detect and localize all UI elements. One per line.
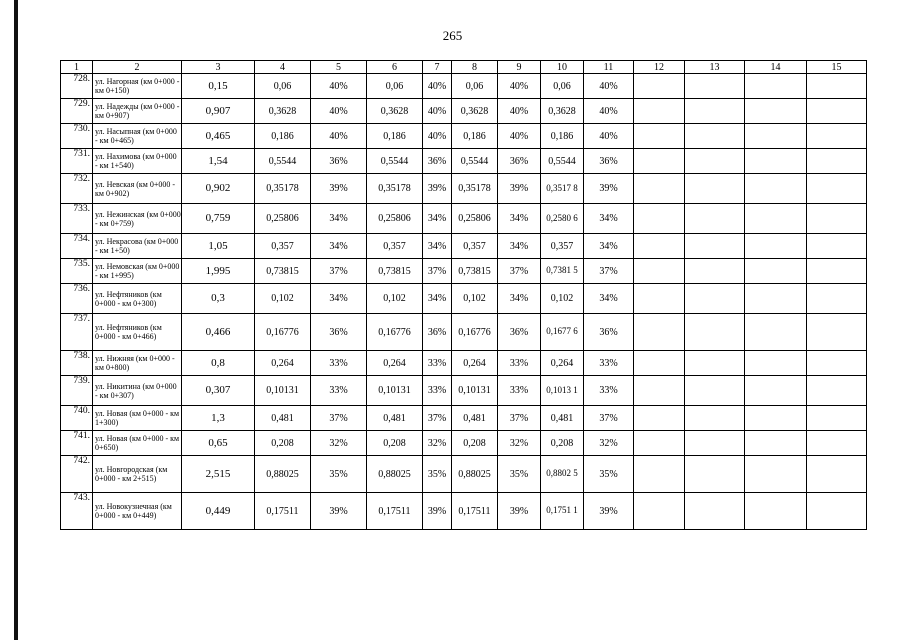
col-10-cell: 0,357 [541, 234, 584, 259]
col-6-cell: 0,3628 [367, 99, 423, 124]
col-8-cell: 0,208 [452, 431, 498, 456]
col-5-cell: 33% [311, 351, 367, 376]
col-14-cell [745, 149, 807, 174]
col-7-cell: 39% [423, 493, 452, 530]
col-8-cell: 0,88025 [452, 456, 498, 493]
row-number-cell: 736. [61, 284, 93, 314]
col-10-cell: 0,3628 [541, 99, 584, 124]
col-3-cell: 0,65 [182, 431, 255, 456]
col-5-cell: 37% [311, 406, 367, 431]
col-15-cell [807, 406, 867, 431]
col-10-cell: 0,1751 1 [541, 493, 584, 530]
col-9-cell: 34% [498, 234, 541, 259]
col-5-cell: 37% [311, 259, 367, 284]
col-10-cell: 0,102 [541, 284, 584, 314]
col-8-cell: 0,186 [452, 124, 498, 149]
col-6-cell: 0,88025 [367, 456, 423, 493]
col-7-cell: 32% [423, 431, 452, 456]
col-11-cell: 37% [584, 259, 634, 284]
col-6-cell: 0,5544 [367, 149, 423, 174]
col-3-cell: 0,907 [182, 99, 255, 124]
header-cell: 3 [182, 61, 255, 74]
col-11-cell: 37% [584, 406, 634, 431]
header-cell: 2 [93, 61, 182, 74]
col-14-cell [745, 74, 807, 99]
header-cell: 15 [807, 61, 867, 74]
row-number-cell: 734. [61, 234, 93, 259]
col-3-cell: 0,466 [182, 314, 255, 351]
data-table [60, 60, 867, 530]
header-cell: 11 [584, 61, 634, 74]
col-9-cell: 39% [498, 493, 541, 530]
margin-rule [14, 0, 18, 640]
col-5-cell: 36% [311, 149, 367, 174]
col-14-cell [745, 351, 807, 376]
col-10-cell: 0,481 [541, 406, 584, 431]
col-12-cell [634, 351, 685, 376]
page-number: 265 [442, 28, 463, 43]
col-9-cell: 36% [498, 149, 541, 174]
col-10-cell: 0,1013 1 [541, 376, 584, 406]
col-15-cell [807, 204, 867, 234]
col-3-cell: 1,05 [182, 234, 255, 259]
col-14-cell [745, 376, 807, 406]
table-row [61, 493, 867, 530]
street-name-cell: ул. Нижняя (км 0+000 - км 0+800) [93, 351, 182, 376]
col-7-cell: 40% [423, 99, 452, 124]
col-10-cell: 0,7381 5 [541, 259, 584, 284]
street-name-cell: ул. Невская (км 0+000 - км 0+902) [93, 174, 182, 204]
street-name-cell: ул. Новая (км 0+000 - км 0+650) [93, 431, 182, 456]
col-7-cell: 33% [423, 351, 452, 376]
col-5-cell: 40% [311, 124, 367, 149]
col-8-cell: 0,10131 [452, 376, 498, 406]
col-15-cell [807, 351, 867, 376]
col-11-cell: 36% [584, 149, 634, 174]
col-9-cell: 40% [498, 124, 541, 149]
row-number-cell: 742. [61, 456, 93, 493]
col-9-cell: 40% [498, 99, 541, 124]
table-row [61, 259, 867, 284]
header-cell: 1 [61, 61, 93, 74]
col-4-cell: 0,25806 [255, 204, 311, 234]
street-name-cell: ул. Никитина (км 0+000 - км 0+307) [93, 376, 182, 406]
col-13-cell [685, 284, 745, 314]
col-13-cell [685, 376, 745, 406]
col-4-cell: 0,73815 [255, 259, 311, 284]
street-name-cell: ул. Некрасова (км 0+000 - км 1+50) [93, 234, 182, 259]
col-12-cell [634, 124, 685, 149]
col-14-cell [745, 284, 807, 314]
col-12-cell [634, 204, 685, 234]
col-3-cell: 0,465 [182, 124, 255, 149]
col-7-cell: 33% [423, 376, 452, 406]
col-13-cell [685, 174, 745, 204]
col-6-cell: 0,208 [367, 431, 423, 456]
table-row [61, 431, 867, 456]
col-10-cell: 0,208 [541, 431, 584, 456]
header-cell: 12 [634, 61, 685, 74]
col-7-cell: 35% [423, 456, 452, 493]
col-4-cell: 0,5544 [255, 149, 311, 174]
table-row [61, 99, 867, 124]
col-11-cell: 40% [584, 74, 634, 99]
col-4-cell: 0,35178 [255, 174, 311, 204]
col-7-cell: 37% [423, 259, 452, 284]
col-4-cell: 0,357 [255, 234, 311, 259]
col-13-cell [685, 314, 745, 351]
header-cell: 10 [541, 61, 584, 74]
col-12-cell [634, 493, 685, 530]
col-6-cell: 0,06 [367, 74, 423, 99]
col-3-cell: 0,15 [182, 74, 255, 99]
col-7-cell: 34% [423, 204, 452, 234]
col-13-cell [685, 456, 745, 493]
col-13-cell [685, 351, 745, 376]
col-9-cell: 37% [498, 406, 541, 431]
col-5-cell: 32% [311, 431, 367, 456]
row-number-cell: 729. [61, 99, 93, 124]
col-15-cell [807, 314, 867, 351]
col-9-cell: 40% [498, 74, 541, 99]
col-8-cell: 0,35178 [452, 174, 498, 204]
table-row [61, 284, 867, 314]
table-row [61, 406, 867, 431]
row-number-cell: 739. [61, 376, 93, 406]
col-8-cell: 0,3628 [452, 99, 498, 124]
col-9-cell: 39% [498, 174, 541, 204]
col-8-cell: 0,102 [452, 284, 498, 314]
col-8-cell: 0,25806 [452, 204, 498, 234]
header-cell: 8 [452, 61, 498, 74]
header-cell: 7 [423, 61, 452, 74]
col-12-cell [634, 149, 685, 174]
col-10-cell: 0,2580 6 [541, 204, 584, 234]
col-11-cell: 34% [584, 234, 634, 259]
col-6-cell: 0,10131 [367, 376, 423, 406]
col-11-cell: 35% [584, 456, 634, 493]
col-3-cell: 1,995 [182, 259, 255, 284]
col-6-cell: 0,25806 [367, 204, 423, 234]
row-number-cell: 731. [61, 149, 93, 174]
col-11-cell: 39% [584, 493, 634, 530]
table-body [61, 74, 867, 530]
row-number-cell: 735. [61, 259, 93, 284]
col-6-cell: 0,73815 [367, 259, 423, 284]
col-7-cell: 39% [423, 174, 452, 204]
street-name-cell: ул. Нежинская (км 0+000 - км 0+759) [93, 204, 182, 234]
col-13-cell [685, 99, 745, 124]
col-4-cell: 0,06 [255, 74, 311, 99]
street-name-cell: ул. Нагорная (км 0+000 - км 0+150) [93, 74, 182, 99]
col-4-cell: 0,10131 [255, 376, 311, 406]
col-6-cell: 0,481 [367, 406, 423, 431]
header-cell: 13 [685, 61, 745, 74]
col-6-cell: 0,357 [367, 234, 423, 259]
col-15-cell [807, 284, 867, 314]
col-7-cell: 40% [423, 74, 452, 99]
table-row [61, 234, 867, 259]
col-9-cell: 33% [498, 376, 541, 406]
header-cell: 4 [255, 61, 311, 74]
col-12-cell [634, 174, 685, 204]
col-5-cell: 36% [311, 314, 367, 351]
col-15-cell [807, 259, 867, 284]
col-12-cell [634, 74, 685, 99]
col-9-cell: 32% [498, 431, 541, 456]
col-4-cell: 0,102 [255, 284, 311, 314]
header-row [61, 61, 867, 74]
col-6-cell: 0,35178 [367, 174, 423, 204]
col-10-cell: 0,06 [541, 74, 584, 99]
col-13-cell [685, 124, 745, 149]
table-row [61, 124, 867, 149]
header-cell: 9 [498, 61, 541, 74]
col-11-cell: 34% [584, 284, 634, 314]
table-row [61, 74, 867, 99]
col-15-cell [807, 493, 867, 530]
street-name-cell: ул. Новокузнечная (км 0+000 - км 0+449) [93, 493, 182, 530]
col-8-cell: 0,73815 [452, 259, 498, 284]
col-11-cell: 39% [584, 174, 634, 204]
col-5-cell: 35% [311, 456, 367, 493]
col-13-cell [685, 406, 745, 431]
table-row [61, 149, 867, 174]
col-8-cell: 0,5544 [452, 149, 498, 174]
col-7-cell: 34% [423, 284, 452, 314]
col-5-cell: 39% [311, 493, 367, 530]
col-14-cell [745, 406, 807, 431]
table-row [61, 376, 867, 406]
col-9-cell: 34% [498, 204, 541, 234]
col-14-cell [745, 431, 807, 456]
col-10-cell: 0,5544 [541, 149, 584, 174]
col-15-cell [807, 376, 867, 406]
col-3-cell: 1,54 [182, 149, 255, 174]
col-3-cell: 1,3 [182, 406, 255, 431]
col-11-cell: 33% [584, 351, 634, 376]
col-5-cell: 40% [311, 99, 367, 124]
col-6-cell: 0,17511 [367, 493, 423, 530]
col-5-cell: 40% [311, 74, 367, 99]
row-number-cell: 737. [61, 314, 93, 351]
col-8-cell: 0,357 [452, 234, 498, 259]
row-number-cell: 743. [61, 493, 93, 530]
col-14-cell [745, 259, 807, 284]
col-5-cell: 34% [311, 284, 367, 314]
col-4-cell: 0,186 [255, 124, 311, 149]
col-14-cell [745, 493, 807, 530]
row-number-cell: 730. [61, 124, 93, 149]
col-10-cell: 0,186 [541, 124, 584, 149]
col-3-cell: 0,3 [182, 284, 255, 314]
col-15-cell [807, 234, 867, 259]
col-9-cell: 36% [498, 314, 541, 351]
row-number-cell: 728. [61, 74, 93, 99]
col-8-cell: 0,06 [452, 74, 498, 99]
col-14-cell [745, 124, 807, 149]
col-12-cell [634, 259, 685, 284]
col-12-cell [634, 234, 685, 259]
row-number-cell: 741. [61, 431, 93, 456]
col-13-cell [685, 234, 745, 259]
col-14-cell [745, 204, 807, 234]
col-12-cell [634, 431, 685, 456]
col-8-cell: 0,16776 [452, 314, 498, 351]
table-row [61, 174, 867, 204]
col-15-cell [807, 99, 867, 124]
col-11-cell: 34% [584, 204, 634, 234]
col-11-cell: 32% [584, 431, 634, 456]
col-15-cell [807, 124, 867, 149]
street-name-cell: ул. Нефтяников (км 0+000 - км 0+300) [93, 284, 182, 314]
col-9-cell: 33% [498, 351, 541, 376]
col-11-cell: 36% [584, 314, 634, 351]
col-10-cell: 0,8802 5 [541, 456, 584, 493]
col-12-cell [634, 284, 685, 314]
street-name-cell: ул. Нахимова (км 0+000 - км 1+540) [93, 149, 182, 174]
col-12-cell [634, 99, 685, 124]
col-4-cell: 0,17511 [255, 493, 311, 530]
col-4-cell: 0,3628 [255, 99, 311, 124]
header-cell: 5 [311, 61, 367, 74]
col-15-cell [807, 431, 867, 456]
col-8-cell: 0,17511 [452, 493, 498, 530]
col-12-cell [634, 406, 685, 431]
row-number-cell: 732. [61, 174, 93, 204]
header-cell: 14 [745, 61, 807, 74]
table-row [61, 204, 867, 234]
col-13-cell [685, 204, 745, 234]
col-11-cell: 33% [584, 376, 634, 406]
col-8-cell: 0,481 [452, 406, 498, 431]
col-4-cell: 0,481 [255, 406, 311, 431]
col-3-cell: 0,759 [182, 204, 255, 234]
col-8-cell: 0,264 [452, 351, 498, 376]
street-name-cell: ул. Нефтяников (км 0+000 - км 0+466) [93, 314, 182, 351]
col-4-cell: 0,16776 [255, 314, 311, 351]
table-row [61, 351, 867, 376]
col-13-cell [685, 431, 745, 456]
col-4-cell: 0,208 [255, 431, 311, 456]
col-3-cell: 0,8 [182, 351, 255, 376]
col-7-cell: 36% [423, 149, 452, 174]
col-9-cell: 35% [498, 456, 541, 493]
col-7-cell: 40% [423, 124, 452, 149]
street-name-cell: ул. Новая (км 0+000 - км 1+300) [93, 406, 182, 431]
col-5-cell: 33% [311, 376, 367, 406]
col-10-cell: 0,264 [541, 351, 584, 376]
col-10-cell: 0,1677 6 [541, 314, 584, 351]
col-13-cell [685, 149, 745, 174]
col-6-cell: 0,102 [367, 284, 423, 314]
col-11-cell: 40% [584, 99, 634, 124]
col-12-cell [634, 314, 685, 351]
col-5-cell: 34% [311, 204, 367, 234]
col-14-cell [745, 456, 807, 493]
col-14-cell [745, 99, 807, 124]
col-10-cell: 0,3517 8 [541, 174, 584, 204]
col-7-cell: 34% [423, 234, 452, 259]
col-12-cell [634, 456, 685, 493]
street-name-cell: ул. Насыпная (км 0+000 - км 0+465) [93, 124, 182, 149]
col-15-cell [807, 74, 867, 99]
col-6-cell: 0,16776 [367, 314, 423, 351]
col-6-cell: 0,264 [367, 351, 423, 376]
row-number-cell: 740. [61, 406, 93, 431]
col-4-cell: 0,88025 [255, 456, 311, 493]
col-9-cell: 37% [498, 259, 541, 284]
col-6-cell: 0,186 [367, 124, 423, 149]
col-14-cell [745, 234, 807, 259]
col-7-cell: 37% [423, 406, 452, 431]
col-11-cell: 40% [584, 124, 634, 149]
col-13-cell [685, 493, 745, 530]
col-3-cell: 0,902 [182, 174, 255, 204]
table-row [61, 456, 867, 493]
col-3-cell: 2,515 [182, 456, 255, 493]
col-7-cell: 36% [423, 314, 452, 351]
col-3-cell: 0,449 [182, 493, 255, 530]
col-5-cell: 39% [311, 174, 367, 204]
table-row [61, 314, 867, 351]
col-13-cell [685, 259, 745, 284]
col-14-cell [745, 314, 807, 351]
col-15-cell [807, 149, 867, 174]
row-number-cell: 738. [61, 351, 93, 376]
col-13-cell [685, 74, 745, 99]
col-5-cell: 34% [311, 234, 367, 259]
street-name-cell: ул. Надежды (км 0+000 - км 0+907) [93, 99, 182, 124]
col-9-cell: 34% [498, 284, 541, 314]
street-name-cell: ул. Немовская (км 0+000 - км 1+995) [93, 259, 182, 284]
col-4-cell: 0,264 [255, 351, 311, 376]
header-cell: 6 [367, 61, 423, 74]
row-number-cell: 733. [61, 204, 93, 234]
col-15-cell [807, 174, 867, 204]
col-14-cell [745, 174, 807, 204]
street-name-cell: ул. Новгородская (км 0+000 - км 2+515) [93, 456, 182, 493]
col-3-cell: 0,307 [182, 376, 255, 406]
col-15-cell [807, 456, 867, 493]
col-12-cell [634, 376, 685, 406]
